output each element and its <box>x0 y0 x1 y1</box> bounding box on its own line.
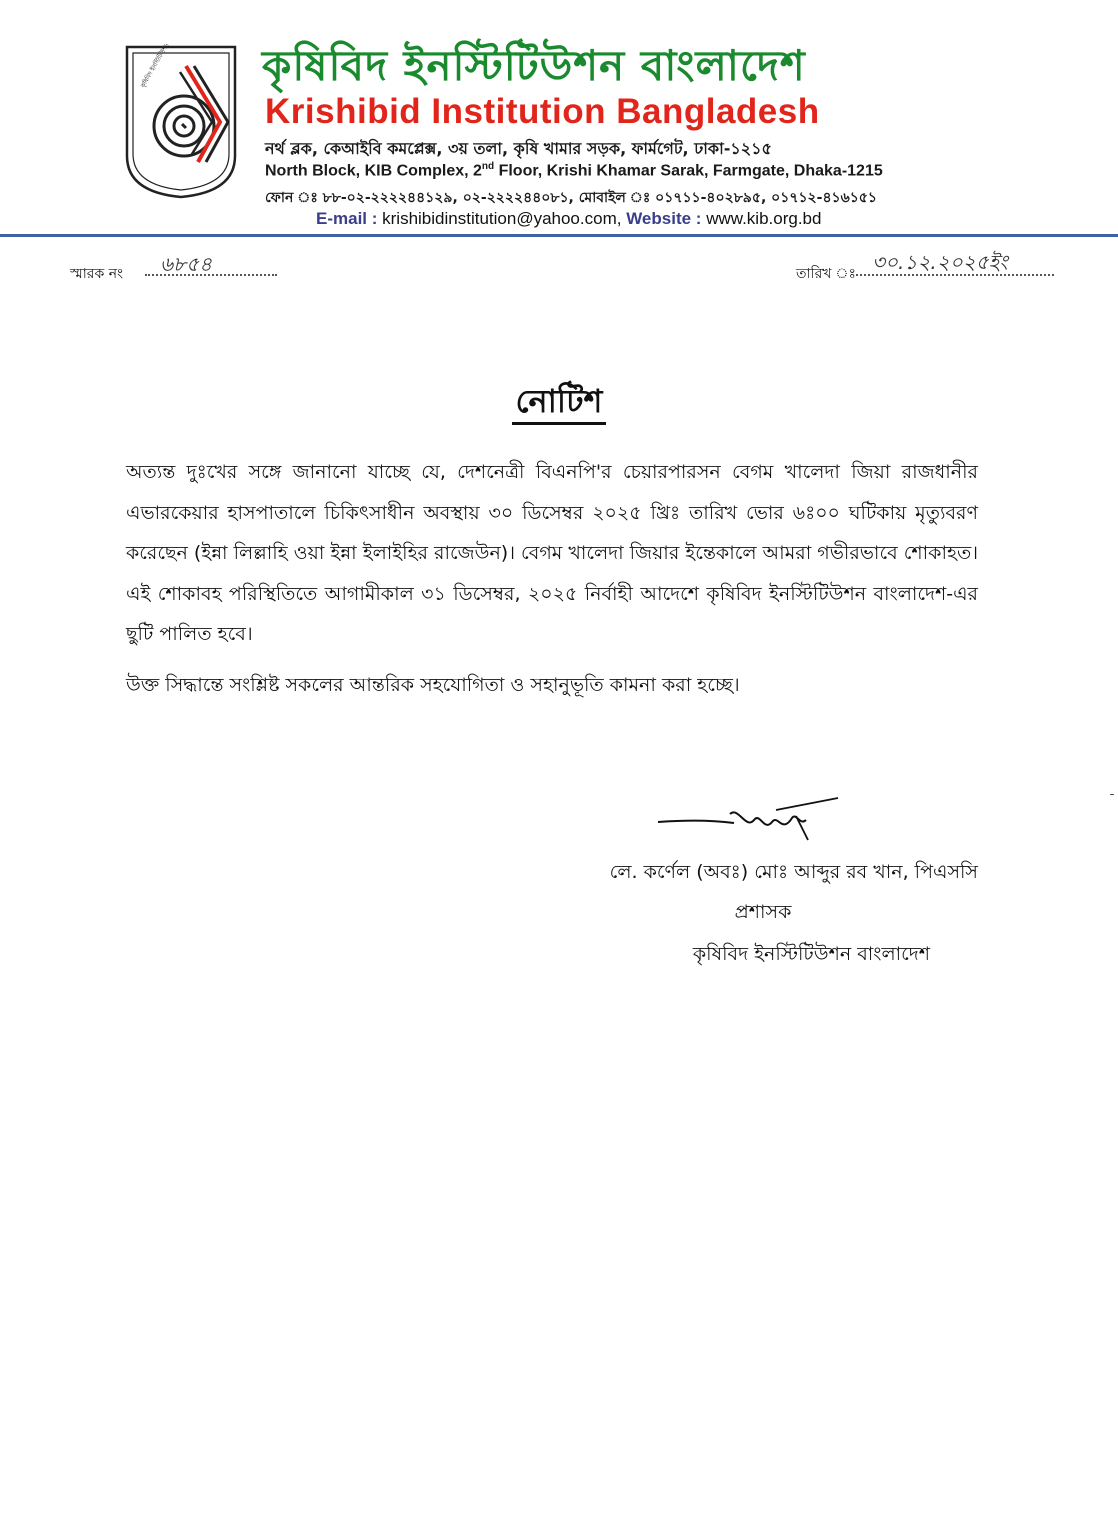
org-name-english: Krishibid Institution Bangladesh <box>265 92 820 131</box>
header-divider <box>0 234 1118 237</box>
email-link[interactable]: krishibidinstitution@yahoo.com, <box>382 209 622 228</box>
signatory-designation: প্রশাসক <box>734 901 792 923</box>
signatory-organization: কৃষিবিদ ইনস্টিটিউশন বাংলাদেশ <box>692 943 930 965</box>
handwritten-signature <box>656 796 840 846</box>
phone-line: ফোন ঃ ৮৮-০২-২২২২৪৪১২৯, ০২-২২২২৪৪০৮১, মোবাইল ঃ ০১৭১১-৪০২৮৯৫, ০১৭১২-৪১৬১৫১ <box>265 190 877 206</box>
website-link[interactable]: www.kib.org.bd <box>706 209 822 228</box>
address-bengali: নর্থ ব্লক, কেআইবি কমপ্লেক্স, ৩য় তলা, কৃষি খামার সড়ক, ফার্মগেট, ঢাকা-১২১৫ <box>265 139 772 158</box>
ref-label: স্মারক নং <box>70 266 124 282</box>
margin-mark <box>1110 794 1114 795</box>
notice-body: অত্যন্ত দুঃখের সঙ্গে জানানো যাচ্ছে যে, দেশনেত্রী বিএনপি'র চেয়ারপারসন বেগম খালেদা জিয়া রাজধানীর এভারকেয়ার হাসপাতালে চিকিৎসাধীন অবস্থায় ৩০ ডিসেম্বর ২০২৫ খ্রিঃ তারিখ ভোর ৬ঃ০০ ঘটিকায় মৃত্যুবরণ করেছেন (ইন্না লিল্লাহি ওয়া ইন্না ইলাইহির রাজেউন)। বেগম খালেদা জিয়ার ইন্তেকালে আমরা গভীরভাবে শোকাহত। এই শোকাবহ পরিস্থিতিতে আগামীকাল ৩১ ডিসেম্বর, ২০২৫ নির্বাহী আদেশে কৃষিবিদ ইনস্টিটিউশন বাংলাদেশ-এর ছুটি পালিত হবে। <box>126 461 978 645</box>
ref-number: ৬৮৫৪ <box>160 252 212 276</box>
kib-logo <box>124 44 238 200</box>
notice-closing: উক্ত সিদ্ধান্তে সংশ্লিষ্ট সকলের আন্তরিক সহযোগিতা ও সহানুভূতি কামনা করা হচ্ছে। <box>126 674 740 696</box>
notice-heading: নোটিশ <box>0 376 1118 430</box>
date-value: ৩০.১২.২০২৫ইং <box>872 250 1008 274</box>
signatory-name: লে. কর্ণেল (অবঃ) মোঃ আব্দুর রব খান, পিএসসি <box>609 861 978 883</box>
org-name-bengali: কৃষিবিদ ইনস্টিটিউশন বাংলাদেশ <box>262 41 806 90</box>
date-label: তারিখ ঃ <box>796 266 856 282</box>
contact-line <box>316 209 821 229</box>
website-label: Website : <box>626 209 702 228</box>
email-label: E-mail : <box>316 209 378 228</box>
address-english: North Block, KIB Complex, 2nd Floor, Krishi Khamar Sarak, Farmgate, Dhaka-1215 <box>265 161 883 180</box>
